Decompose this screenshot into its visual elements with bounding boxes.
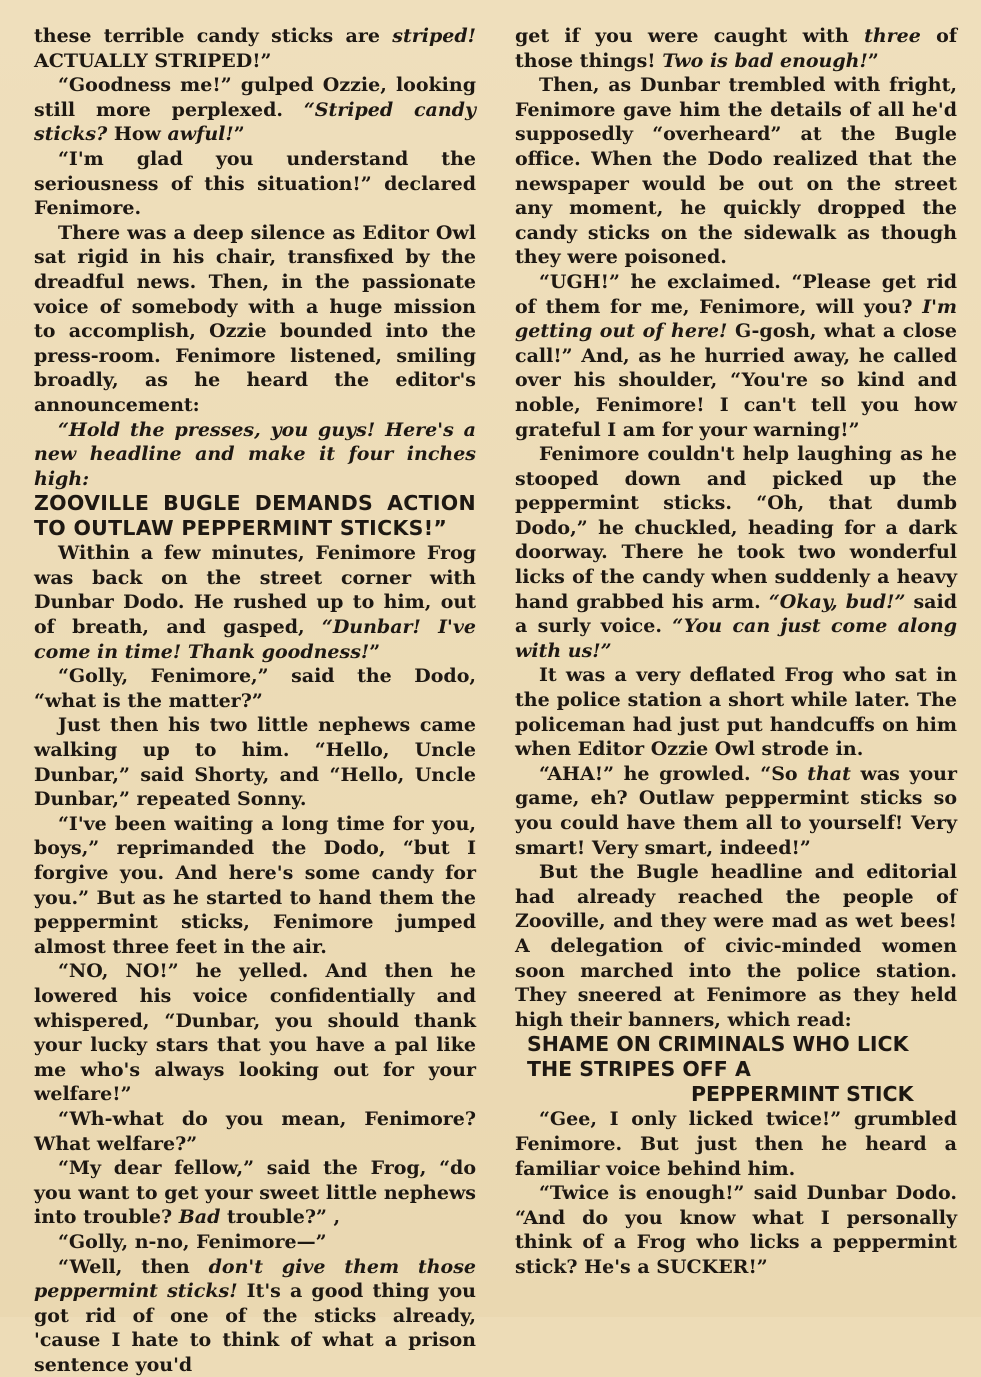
- paragraph: “Well, then don't give them those peppermint sticks! It's a good thing you got rid of one of the sticks already, 'cause I hate to think of what a prison sentence you'd: [34, 1255, 476, 1377]
- paragraph: “I'm glad you understand the seriousness of this situation!” declared Fenimore.: [34, 147, 476, 221]
- paragraph: these terrible candy sticks are striped! ACTUALLY STRIPED!”: [34, 24, 476, 73]
- paragraph: “I've been waiting a long time for you, boys,” reprimanded the Dodo, “but I forgive you. And here's some candy for you.” But as he started to hand them the peppermint sticks, Fenimore jumped almost three feet in the air.: [34, 812, 476, 960]
- paragraph: “Wh-what do you mean, Fenimore? What welfare?”: [34, 1107, 476, 1156]
- paragraph: Within a few minutes, Fenimore Frog was back on the street corner with Dunbar Dodo. He rushed up to him, out of breath, and gasped, “Dunbar! I've come in time! Thank goodness!”: [34, 541, 476, 664]
- headline-text: ZOOVILLE BUGLE DEMANDS ACTION TO OUTLAW PEPPERMINT STICKS!”: [34, 491, 476, 541]
- paragraph: “Gee, I only licked twice!” grumbled Fenimore. But just then he heard a familiar voice behind him.: [515, 1107, 957, 1181]
- paragraph: “Golly, Fenimore,” said the Dodo, “what is the matter?”: [34, 664, 476, 713]
- paragraph: “Twice is enough!” said Dunbar Dodo. “And do you know what I personally think of a Frog who licks a peppermint stick? He's a SUCKER!”: [515, 1181, 957, 1279]
- paragraph: Just then his two little nephews came walking up to him. “Hello, Uncle Dunbar,” said Shorty, and “Hello, Uncle Dunbar,” repeated Sonny.: [34, 713, 476, 811]
- paragraph: “NO, NO!” he yelled. And then he lowered his voice confidentially and whispered, “Dunbar, you should thank your lucky stars that you have a pal like me who's always looking out for your welfare!”: [34, 959, 476, 1107]
- headline-intro: “Hold the presses, you guys! Here's a new headline and make it four inches high:: [34, 418, 476, 492]
- paragraph: get if you were caught with three of those things! Two is bad enough!”: [515, 24, 957, 73]
- paragraph: It was a very deflated Frog who sat in the police station a short while later. The policeman had just put handcuffs on him when Editor Ozzie Owl strode in.: [515, 663, 957, 761]
- paragraph: “Golly, n-no, Fenimore—”: [34, 1230, 476, 1255]
- paragraph: Fenimore couldn't help laughing as he stooped down and picked up the peppermint sticks. “Oh, that dumb Dodo,” he chuckled, heading for a dark doorway. There he took two wonderful licks of the candy when suddenly a heavy hand grabbed his arm. “Okay, bud!” said a surly voice. “You can just come along with us!”: [515, 442, 957, 663]
- paragraph: But the Bugle headline and editorial had already reached the people of Zooville, and they were mad as wet bees! A delegation of civic-minded women soon marched into the police station. They sneered at Fenimore as they held high their banners, which read:: [515, 860, 957, 1032]
- paragraph: “Goodness me!” gulped Ozzie, looking still more perplexed. “Striped candy sticks? How awful!”: [34, 73, 476, 147]
- right-column: [515, 24, 957, 1377]
- paragraph: There was a deep silence as Editor Owl sat rigid in his chair, transfixed by the dreadful news. Then, in the passionate voice of somebody with a huge mission to accomplish, Ozzie bounded into the press-room. Fenimore listened, smiling broadly, as he heard the editor's announcement:: [34, 221, 476, 418]
- text-columns: [34, 24, 957, 1377]
- paragraph: “UGH!” he exclaimed. “Please get rid of them for me, Fenimore, will you? I'm getting out of here! G-gosh, what a close call!” And, as he hurried away, he called over his shoulder, “You're so kind and noble, Fenimore! I can't tell you how grateful I am for your warning!”: [515, 270, 957, 442]
- banner-line-2: THE STRIPES OFF A: [515, 1057, 957, 1082]
- left-column: [34, 24, 476, 1377]
- paragraph: “My dear fellow,” said the Frog, “do you want to get your sweet little nephews into trouble? Bad trouble?” ,: [34, 1156, 476, 1230]
- paragraph: “AHA!” he growled. “So that was your game, eh? Outlaw peppermint sticks so you could have them all to yourself! Very smart! Very smart, indeed!”: [515, 762, 957, 860]
- paragraph: Then, as Dunbar trembled with fright, Fenimore gave him the details of all he'd supposedly “overheard” at the Bugle office. When the Dodo realized that the newspaper would be out on the street any moment, he quickly dropped the candy sticks on the sidewalk as though they were poisoned.: [515, 73, 957, 270]
- banner-line-1: SHAME ON CRIMINALS WHO LICK: [515, 1032, 957, 1057]
- banner-line-3: PEPPERMINT STICK: [515, 1082, 957, 1107]
